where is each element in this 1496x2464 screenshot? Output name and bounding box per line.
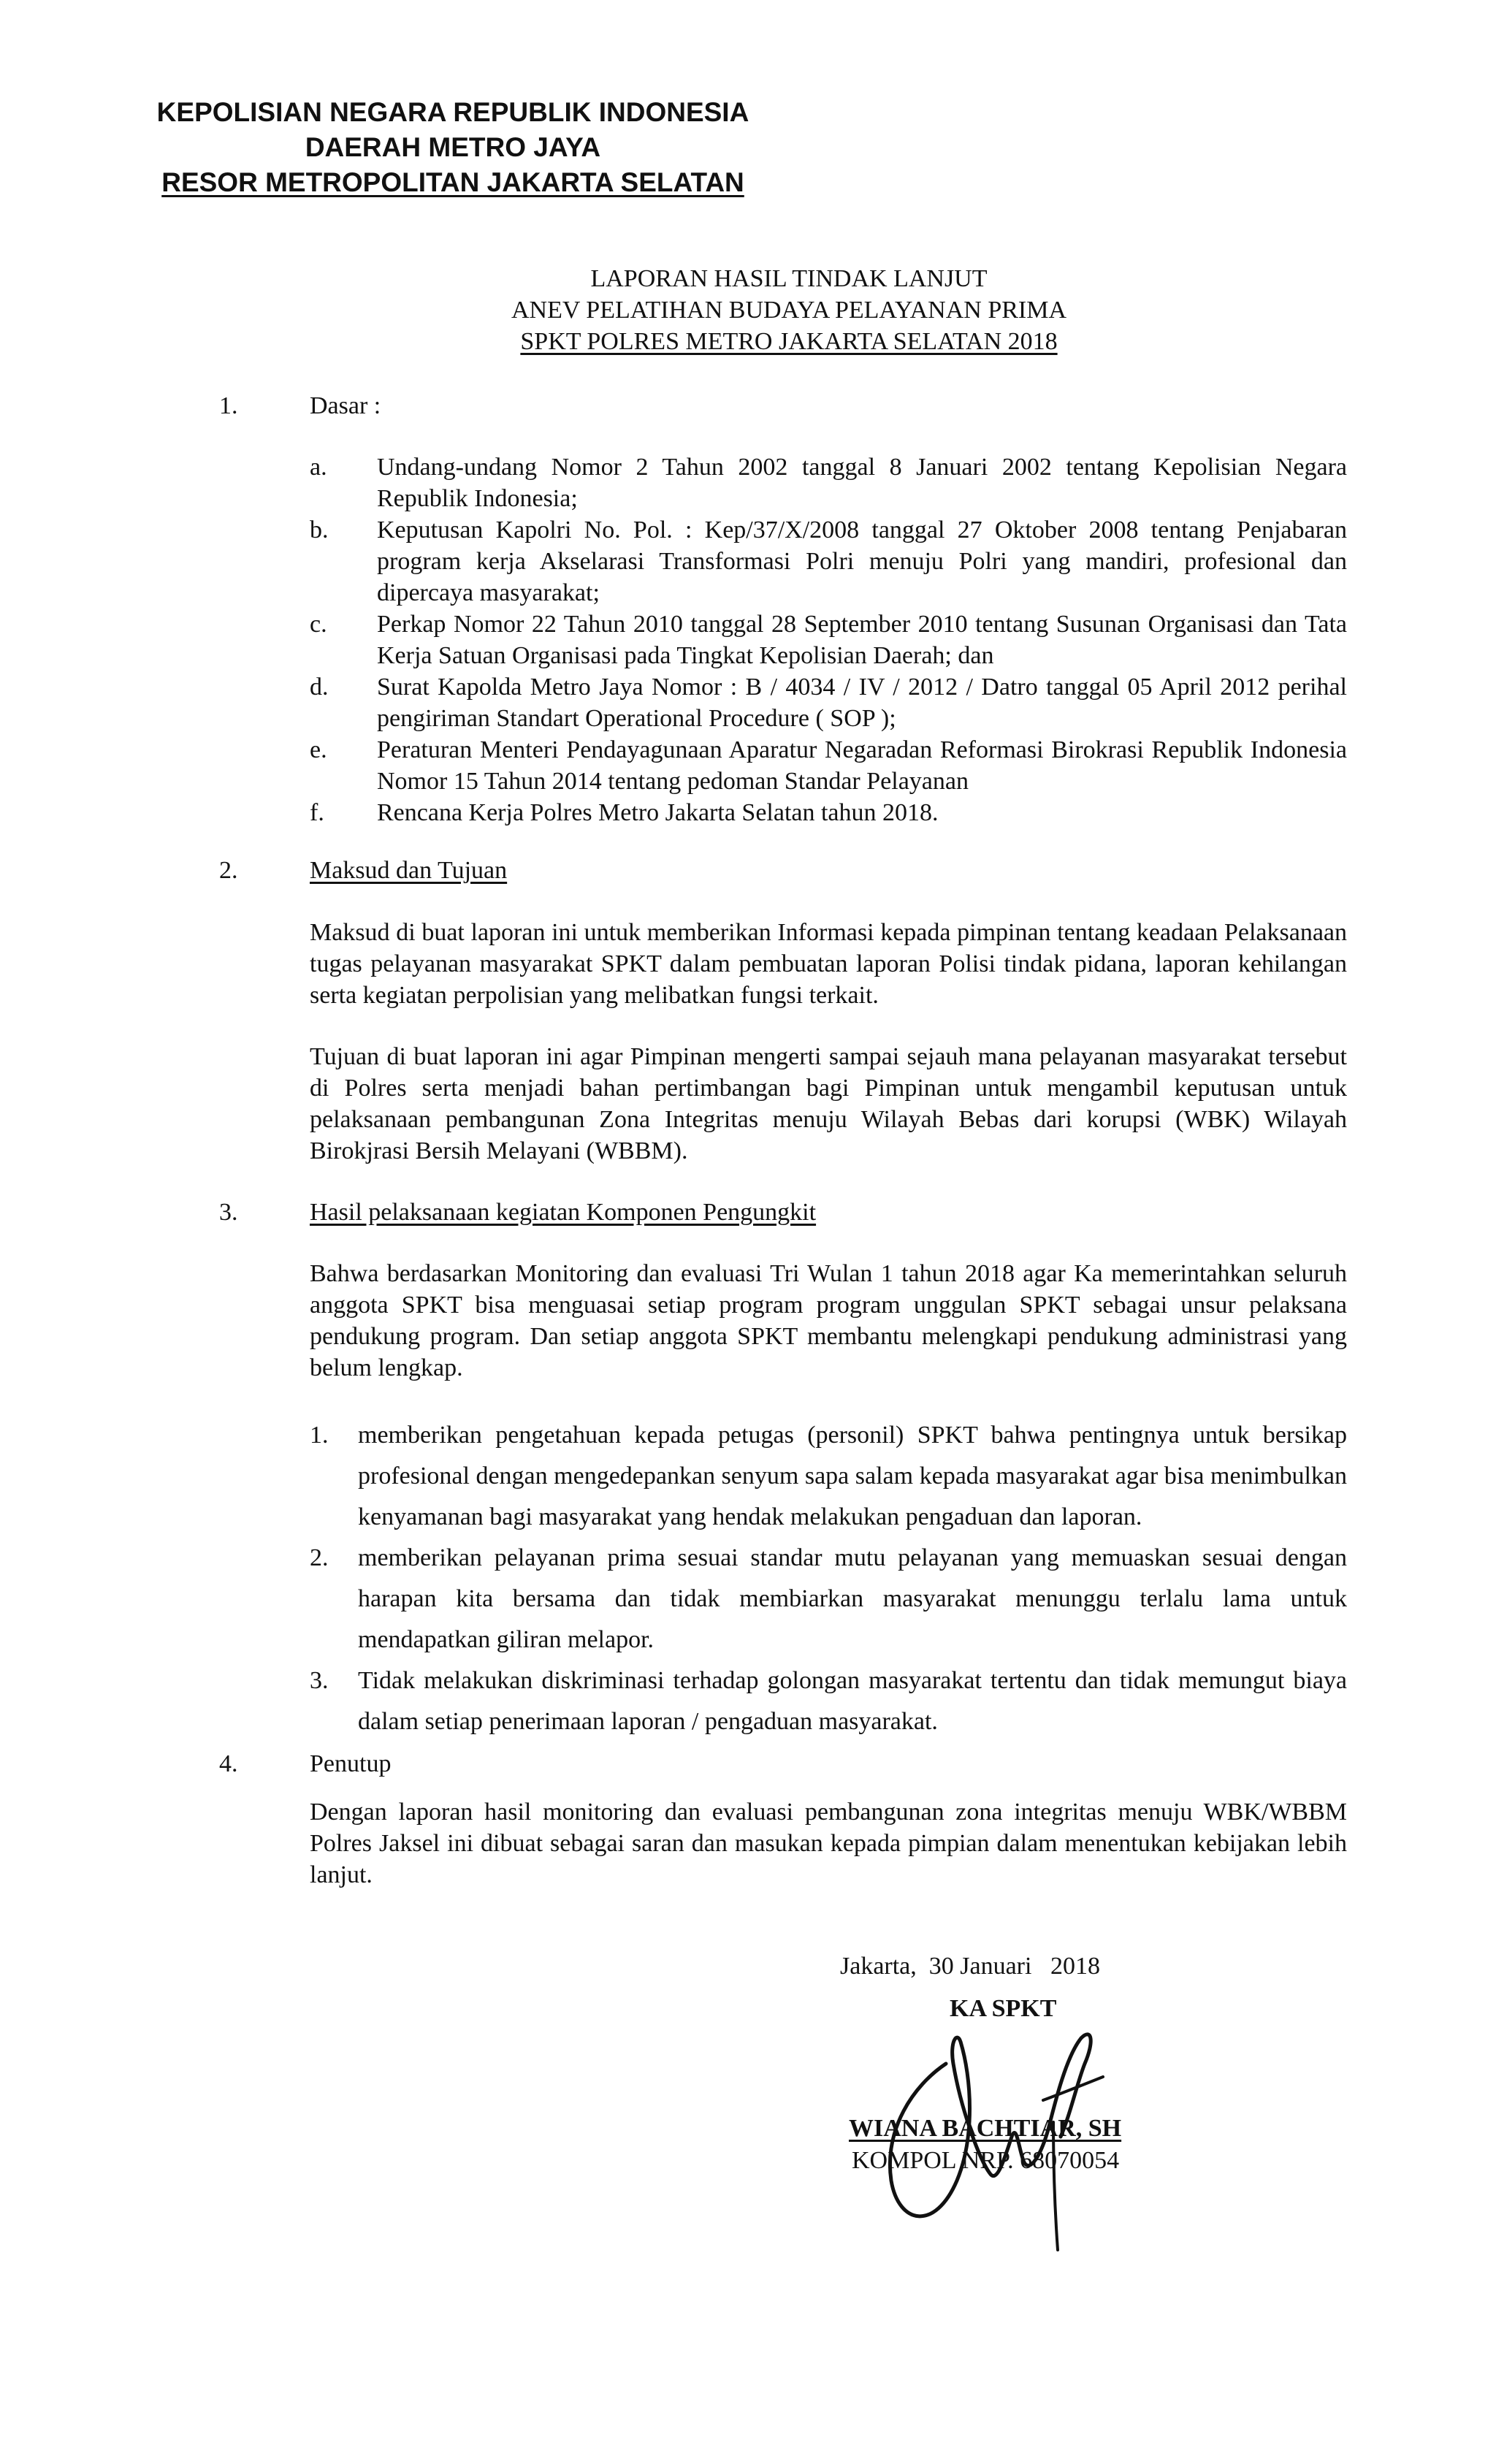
item-text: memberikan pelayanan prima sesuai standar mutu pelayanan yang memuaskan sesuai dengan harapan kita bersama dan tidak membiarkan masyarakat menunggu terlalu lama untuk mendapatkan giliran melapor. [358, 1544, 1347, 1653]
item-letter: c. [310, 611, 327, 638]
signature-block [840, 1950, 1205, 2174]
list-item [310, 609, 1347, 671]
item-letter: f. [310, 799, 324, 826]
list-item [310, 1415, 1347, 1538]
section-2-paragraph-2: Tujuan di buat laporan ini agar Pimpinan mengerti sampai sejauh mana pelayanan masyarakat tersebut di Polres serta menjadi bahan pertimbangan bagi Pimpinan untuk mengambil keputusan untuk pelaksanaan pembangunan Zona Integritas menuju Wilayah Bebas dari korupsi (WBK) Wilayah Birokjrasi Bersih Melayani (WBBM). [310, 1043, 1347, 1164]
signer-rank-nrp: KOMPOL NRP. 68070054 [852, 2147, 1120, 2174]
section-1-number: 1. [219, 392, 238, 419]
letterhead-line1: KEPOLISIAN NEGARA REPUBLIK INDONESIA [156, 97, 749, 127]
section-1-heading: Dasar : [310, 392, 381, 419]
list-item [310, 451, 1347, 514]
item-number: 3. [310, 1667, 329, 1694]
item-letter: d. [310, 674, 329, 701]
title-line2: ANEV PELATIHAN BUDAYA PELAYANAN PRIMA [511, 297, 1067, 324]
section-3-paragraph: Bahwa berdasarkan Monitoring dan evaluasi Tri Wulan 1 tahun 2018 agar Ka memerintahkan seluruh anggota SPKT bisa menguasai setiap program program unggulan SPKT sebagai unsur pelaksana pendukung program. Dan setiap anggota SPKT membantu melengkapi pendukung administrasi yang belum lengkap. [310, 1260, 1347, 1381]
list-item [310, 797, 1347, 828]
letterhead-line3: RESOR METROPOLITAN JAKARTA SELATAN [161, 167, 744, 197]
document-title [380, 263, 1198, 357]
letterhead-line2: DAERAH METRO JAYA [305, 132, 601, 162]
item-text: Peraturan Menteri Pendayagunaan Aparatur Negaradan Reformasi Birokrasi Republik Indonesia Nomor 15 Tahun 2014 tentang pedoman Standar Pelayanan [377, 736, 1347, 795]
letterhead [124, 95, 782, 200]
list-item [310, 1538, 1347, 1660]
item-text: Tidak melakukan diskriminasi terhadap golongan masyarakat tertentu dan tidak memungut biaya dalam setiap penerimaan laporan / pengaduan masyarakat. [358, 1667, 1347, 1735]
signer-role: KA SPKT [950, 1995, 1057, 2022]
item-letter: a. [310, 454, 327, 481]
title-line3: SPKT POLRES METRO JAKARTA SELATAN 2018 [520, 328, 1058, 355]
section-3-list [310, 1415, 1347, 1742]
section-3-heading: Hasil pelaksanaan kegiatan Komponen Pengungkit [310, 1199, 817, 1226]
item-text: Perkap Nomor 22 Tahun 2010 tanggal 28 September 2010 tentang Susunan Organisasi dan Tata Kerja Satuan Organisasi pada Tingkat Kepolisian Daerah; dan [377, 611, 1347, 669]
item-number: 2. [310, 1544, 329, 1571]
list-item [310, 734, 1347, 797]
section-2-number: 2. [219, 857, 238, 884]
list-item [310, 671, 1347, 734]
list-item [310, 1660, 1347, 1742]
item-text: Undang-undang Nomor 2 Tahun 2002 tanggal 8 Januari 2002 tentang Kepolisian Negara Republik Indonesia; [377, 454, 1347, 512]
item-text: Surat Kapolda Metro Jaya Nomor : B / 4034 / IV / 2012 / Datro tanggal 05 April 2012 perihal pengiriman Standart Operational Procedure ( SOP ); [377, 674, 1347, 732]
section-2-paragraph-1: Maksud di buat laporan ini untuk memberikan Informasi kepada pimpinan tentang keadaan Pelaksanaan tugas pelayanan masyarakat SPKT dalam pembuatan laporan Polisi tindak pidana, laporan kehilangan serta kegiatan perpolisian yang melibatkan fungsi terkait. [310, 919, 1347, 1009]
section-3-number: 3. [219, 1199, 238, 1226]
item-text: memberikan pengetahuan kepada petugas (personil) SPKT bahwa pentingnya untuk bersikap profesional dengan mengedepankan senyum sapa salam kepada masyarakat agar bisa menimbulkan kenyamanan bagi masyarakat yang hendak melakukan pengaduan dan laporan. [358, 1422, 1347, 1530]
item-letter: e. [310, 736, 327, 763]
item-number: 1. [310, 1422, 329, 1449]
section-4-number: 4. [219, 1750, 238, 1777]
item-text: Keputusan Kapolri No. Pol. : Kep/37/X/2008 tanggal 27 Oktober 2008 tentang Penjabaran program kerja Akselarasi Transformasi Polri menuju Polri yang mandiri, profesional dan dipercaya masyarakat; [377, 516, 1347, 606]
list-item [310, 514, 1347, 609]
place-date: Jakarta, 30 Januari 2018 [840, 1953, 1100, 1980]
item-text: Rencana Kerja Polres Metro Jakarta Selatan tahun 2018. [377, 799, 939, 826]
section-4-heading: Penutup [310, 1750, 392, 1777]
section-4-paragraph: Dengan laporan hasil monitoring dan evaluasi pembangunan zona integritas menuju WBK/WBBM Polres Jaksel ini dibuat sebagai saran dan masukan kepada pimpian dalam menentukan kebijakan lebih lanjut. [310, 1799, 1347, 1888]
signer-name: WIANA BACHTIAR, SH [849, 2115, 1122, 2142]
section-2-heading: Maksud dan Tujuan [310, 857, 508, 884]
dasar-list [310, 451, 1347, 828]
handwritten-signature [862, 2013, 1154, 2261]
title-line1: LAPORAN HASIL TINDAK LANJUT [590, 265, 988, 292]
item-letter: b. [310, 516, 329, 543]
